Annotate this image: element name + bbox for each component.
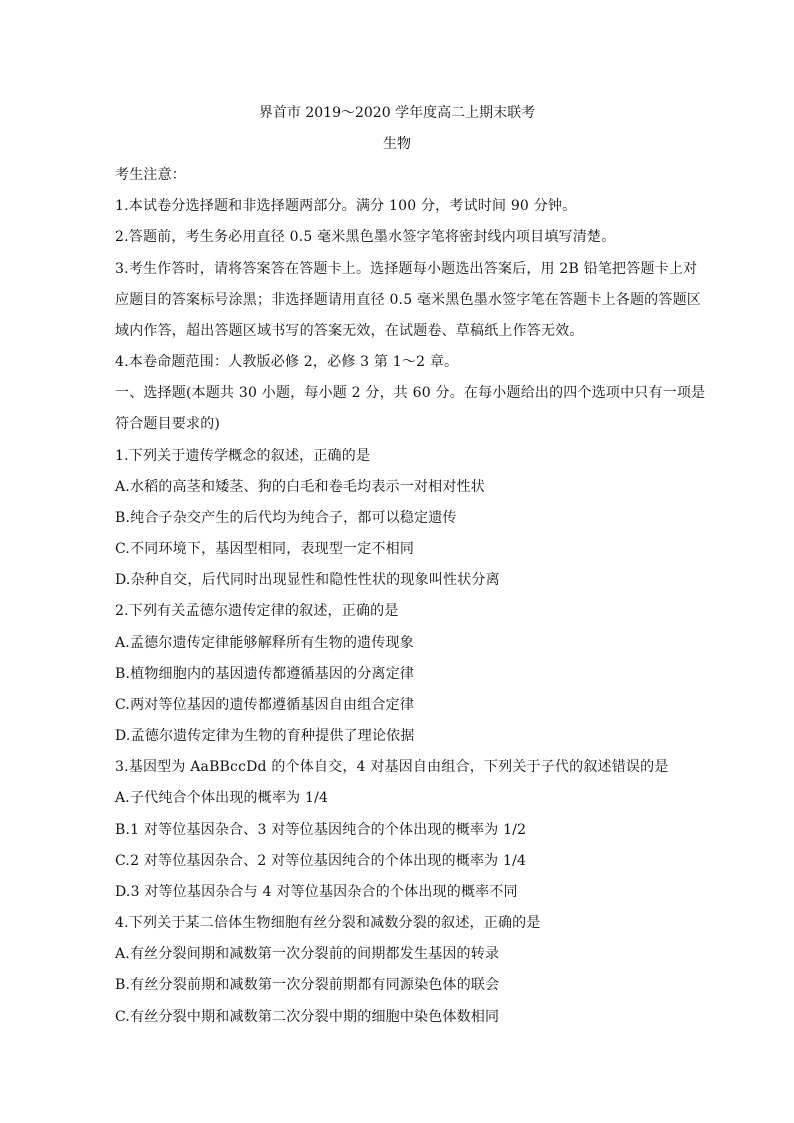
question-option: D.杂种自交，后代同时出现显性和隐性性状的现象叫性状分离 bbox=[115, 572, 500, 588]
question-option: B.1 对等位基因杂合、3 对等位基因纯合的个体出现的概率为 1/2 bbox=[115, 822, 527, 838]
question-option: C.不同环境下，基因型相同，表现型一定不相同 bbox=[115, 541, 415, 557]
question-option: C.两对等位基因的遗传都遵循基因自由组合定律 bbox=[115, 697, 415, 713]
question-stem: 1.下列关于遗传学概念的叙述，正确的是 bbox=[115, 448, 371, 464]
question-option: A.水稻的高茎和矮茎、狗的白毛和卷毛均表示一对相对性状 bbox=[115, 479, 485, 495]
question-option: A.子代纯合个体出现的概率为 1/4 bbox=[115, 790, 329, 806]
question-option: B.纯合子杂交产生的后代均为纯合子，都可以稳定遗传 bbox=[115, 510, 457, 526]
notice-item-continued: 域内作答，超出答题区域书写的答案无效，在试题卷、草稿纸上作答无效。 bbox=[115, 323, 584, 339]
question-option: A.孟德尔遗传定律能够解释所有生物的遗传现象 bbox=[115, 635, 414, 651]
notice-item: 4.本卷命题范围：人教版必修 2，必修 3 第 1～2 章。 bbox=[115, 354, 459, 370]
subject-title: 生物 bbox=[383, 136, 411, 152]
exam-title: 界首市 2019～2020 学年度高二上期末联考 bbox=[258, 105, 536, 121]
question-option: A.有丝分裂间期和减数第一次分裂前的间期都发生基因的转录 bbox=[115, 946, 500, 962]
question-stem: 4.下列关于某二倍体生物细胞有丝分裂和减数分裂的叙述，正确的是 bbox=[115, 915, 541, 931]
question-option: C.有丝分裂中期和减数第二次分裂中期的细胞中染色体数相同 bbox=[115, 1009, 500, 1025]
section-heading: 一、选择题(本题共 30 小题，每小题 2 分，共 60 分。在每小题给出的四个选项中只有一项是 bbox=[115, 385, 706, 401]
notice-item: 2.答题前，考生务必用直径 0.5 毫米黑色墨水签字笔将密封线内项目填写清楚。 bbox=[115, 229, 616, 245]
question-stem: 2.下列有关孟德尔遗传定律的叙述，正确的是 bbox=[115, 603, 399, 619]
notice-item-continued: 应题目的答案标号涂黑；非选择题请用直径 0.5 毫米黑色墨水签字笔在答题卡上各题的答题区 bbox=[115, 292, 701, 308]
question-option: D.3 对等位基因杂合与 4 对等位基因杂合的个体出现的概率不同 bbox=[115, 884, 518, 900]
notice-item: 1.本试卷分选择题和非选择题两部分。满分 100 分，考试时间 90 分钟。 bbox=[115, 198, 577, 214]
notice-heading: 考生注意： bbox=[115, 167, 186, 183]
notice-item: 3.考生作答时，请将答案答在答题卡上。选择题每小题选出答案后，用 2B 铅笔把答题卡上对 bbox=[115, 261, 698, 277]
question-option: B.有丝分裂前期和减数第一次分裂前期都有同源染色体的联会 bbox=[115, 977, 500, 993]
question-stem: 3.基因型为 AaBBccDd 的个体自交，4 对基因自由组合，下列关于子代的叙述错误的是 bbox=[115, 759, 669, 775]
question-option: D.孟德尔遗传定律为生物的育种提供了理论依据 bbox=[115, 728, 415, 744]
section-heading-continued: 符合题目要求的) bbox=[115, 416, 221, 432]
question-option: B.植物细胞内的基因遗传都遵循基因的分离定律 bbox=[115, 666, 415, 682]
question-option: C.2 对等位基因杂合、2 对等位基因纯合的个体出现的概率为 1/4 bbox=[115, 853, 527, 869]
